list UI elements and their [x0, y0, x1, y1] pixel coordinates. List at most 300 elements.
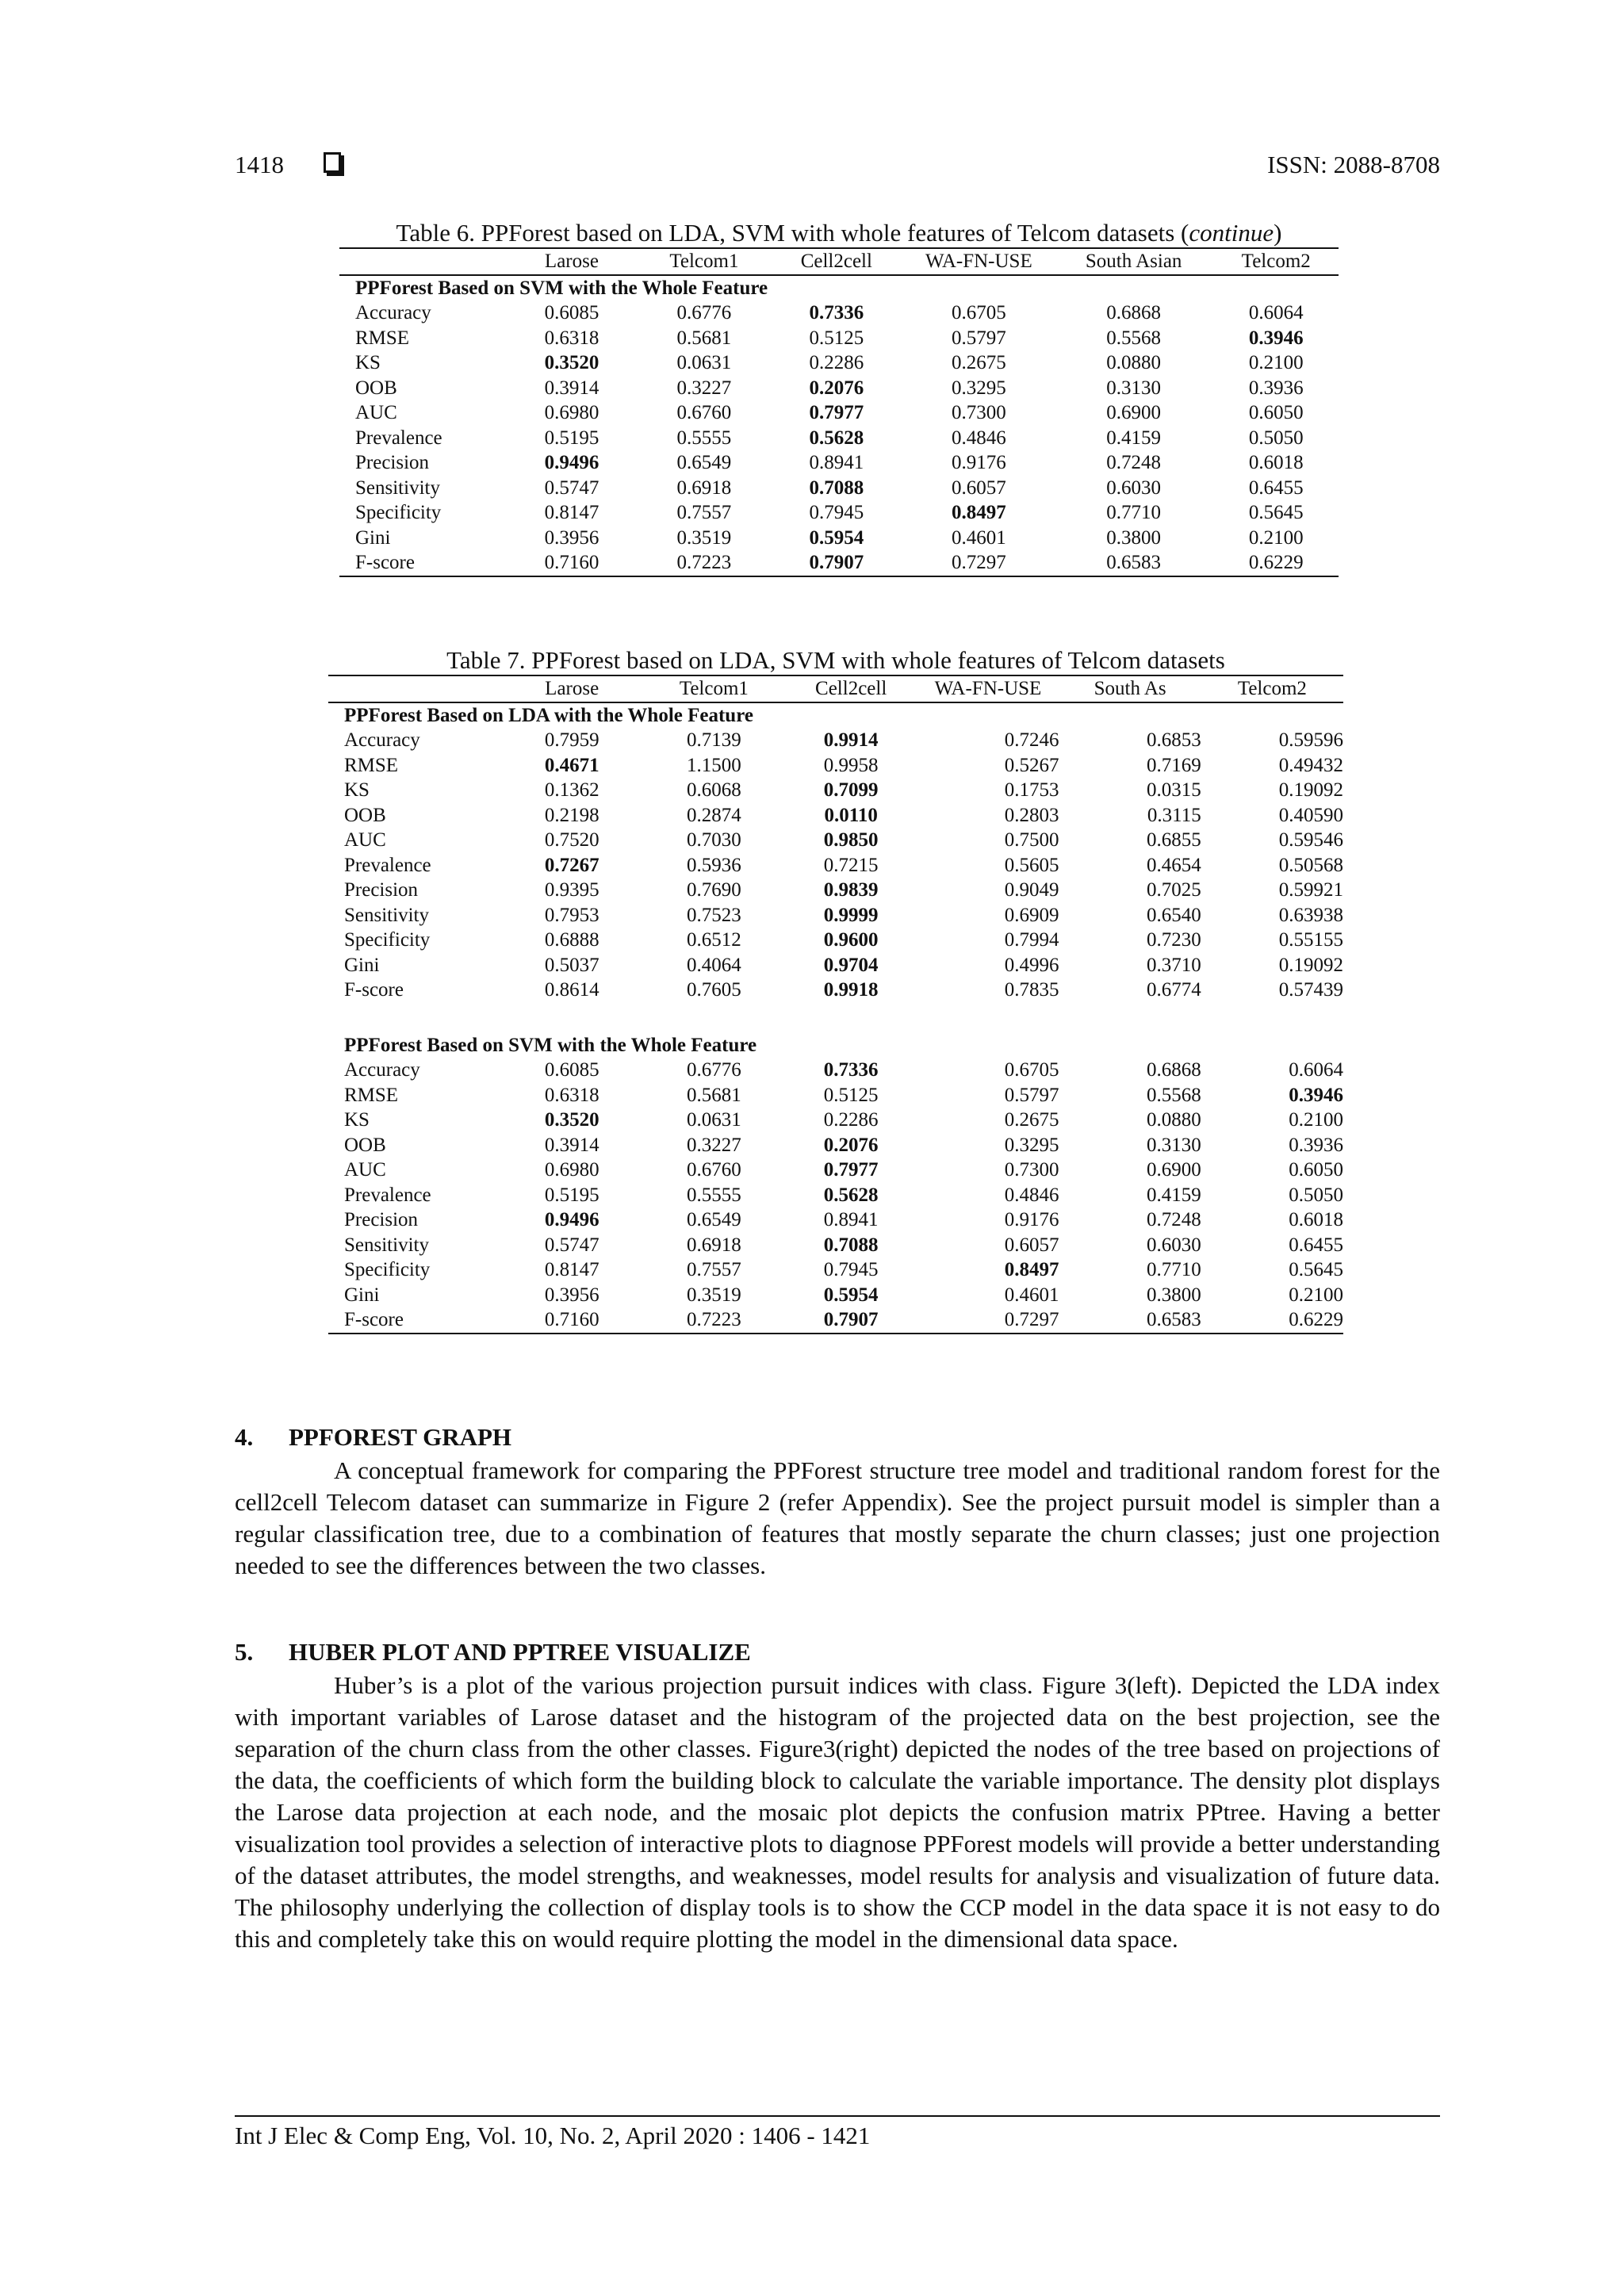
table-7-cell: 0.6980	[544, 1159, 599, 1181]
table-6-cell: 0.3800	[1106, 526, 1162, 549]
table-7-row	[328, 1307, 1343, 1334]
table-7-cell: 0.7248	[1146, 1209, 1201, 1230]
table-7-row-label: RMSE	[344, 754, 399, 776]
table-6-row	[339, 376, 1339, 401]
table-7-cell: 0.7959	[544, 729, 599, 751]
table-7-row	[328, 1058, 1343, 1083]
table-6-row	[339, 426, 1339, 451]
table-6-cell: 0.6018	[1248, 452, 1304, 473]
table-7-cell: 0.6774	[1146, 979, 1201, 1001]
table-7-cell: 0.2286	[823, 1109, 879, 1131]
table-7-row	[328, 903, 1343, 928]
page-footer	[235, 2115, 1440, 2150]
table-7-cell: 0.2198	[544, 804, 599, 826]
table-6-row	[339, 500, 1339, 526]
table-6-row	[339, 400, 1339, 426]
table-6-cell: 0.3130	[1106, 377, 1162, 399]
table-6-cell: 0.6549	[676, 452, 732, 473]
table-6-cell: 0.3295	[952, 377, 1006, 399]
table-7-column-header	[328, 675, 501, 702]
table-7-cell: 0.6853	[1146, 729, 1201, 751]
table-6-cell: 0.8147	[544, 502, 599, 523]
table-7-cell: 0.7605	[687, 979, 741, 1001]
table-6-cell: 0.5645	[1248, 502, 1304, 523]
section-5-body: Huber’s is a plot of the various projection pursuit indices with class. Figure 3(left). Depicted the LDA index with important variables of Larose dataset and the histogram of the projected data on the best projection, see the separation of the churn class from the other classes. Figure3(right) depicted the nodes of the tree based on projections of the data, the coefficients of which form the building block to calculate the variable importance. The density plot displays the Larose data projection at each node, and the mosaic plot depicts the confusion matrix PPtree. Having a better visualization tool provides a selection of interactive plots to diagnose PPForest models will provide a better understanding of the dataset attributes, the model strengths, and weaknesses, model results for analysis and visualization of future data. The philosophy underlying the collection of display tools is to show the CCP model in the data space it is not easy to do this and completely take this on would require plotting the model in the dimensional data space.	[235, 1671, 1440, 1953]
checkbox-square-icon	[324, 152, 341, 173]
table-6-cell: 0.6918	[676, 476, 732, 499]
table-7-cell: 0.7557	[687, 1259, 741, 1280]
table-7-row-label: Accuracy	[344, 729, 420, 751]
table-6-cell: 0.7160	[544, 552, 599, 573]
table-7-cell: 0.5555	[687, 1184, 741, 1206]
table-7-row	[328, 728, 1343, 753]
table-6-cell: 0.5050	[1248, 427, 1304, 449]
table-7-cell: 0.7520	[544, 829, 599, 851]
table-7-cell: 0.5267	[1004, 754, 1059, 776]
table-6-cell: 0.3914	[544, 377, 599, 399]
table-7-cell: 0.8614	[544, 979, 599, 1001]
table-6-row	[339, 326, 1339, 351]
table-6-cell: 0.5797	[952, 327, 1006, 349]
table-7-section-title: PPForest Based on LDA with the Whole Feature	[344, 704, 753, 726]
table-7-cell: 0.7835	[1004, 979, 1059, 1001]
table-6-cell: 0.3520	[544, 352, 599, 373]
table-7-section-title: PPForest Based on SVM with the Whole Feature	[344, 1034, 757, 1056]
table-6-header-row	[339, 248, 1339, 275]
section-4-body: A conceptual framework for comparing the PPForest structure tree model and traditional random forest for the cell2cell Telecom dataset can summarize in Figure 2 (refer Appendix). See the project pursuit model is simpler than a regular classification tree, due to a combination of features that mostly separate the churn classes; just one projection needed to see the differences between the two classes.	[235, 1456, 1440, 1579]
table-6-cell: 0.2076	[809, 377, 864, 399]
table-7-cell: 0.4846	[1004, 1184, 1059, 1206]
table-7-cell: 0.8147	[544, 1259, 599, 1280]
table-7-cell: 0.5747	[544, 1234, 599, 1256]
table-7-cell: 0.6918	[687, 1234, 741, 1256]
table-7-cell: 0.57439	[1278, 979, 1343, 1001]
table-7-cell: 0.4996	[1004, 954, 1059, 976]
table-7-row-label: Precision	[344, 879, 419, 901]
table-6-row-label: Precision	[355, 452, 430, 473]
table-7-row-label: Specificity	[344, 1259, 431, 1280]
table-7-cell: 0.59596	[1278, 729, 1343, 751]
table-7-cell: 0.7710	[1146, 1259, 1201, 1280]
table-7-row	[328, 1207, 1343, 1233]
table-6-cell: 0.8497	[952, 502, 1006, 523]
table-6-cell: 0.6050	[1248, 402, 1304, 423]
table-6-column-header: Larose	[544, 251, 599, 272]
table-7-cell: 0.3520	[544, 1109, 599, 1131]
table-7-cell: 0.9600	[823, 929, 879, 951]
table-6-row-label: Specificity	[355, 502, 442, 523]
table-7-row-label: AUC	[344, 829, 386, 851]
table-7-cell: 0.7088	[823, 1234, 879, 1256]
page-header	[235, 151, 1440, 190]
table-6-row	[339, 550, 1339, 576]
table-7-cell: 0.9839	[823, 879, 879, 901]
table-7-row	[328, 778, 1343, 803]
table-7-row-label: Prevalence	[344, 1184, 431, 1206]
table-6-cell: 0.5628	[809, 427, 864, 449]
table-7-row	[328, 928, 1343, 953]
table-6-cell: 0.6583	[1106, 552, 1162, 573]
table-7-cell: 0.3800	[1146, 1284, 1201, 1306]
table-6-column-header: WA-FN-USE	[925, 251, 1032, 272]
table-7-cell: 0.5936	[687, 854, 741, 876]
table-7-row-label: Specificity	[344, 929, 431, 951]
table-6-cell: 0.5195	[544, 427, 599, 449]
table-7-cell: 0.19092	[1278, 779, 1343, 801]
table-6-cell: 0.9496	[544, 452, 599, 473]
table-7-row	[328, 1257, 1343, 1283]
table-7-cell: 0.6512	[687, 929, 741, 951]
table-7-cell: 0.3227	[687, 1134, 741, 1156]
table-6-cell: 0.6318	[544, 327, 599, 349]
table-7-cell: 0.2100	[1289, 1284, 1343, 1306]
table-7-cell: 0.5797	[1004, 1084, 1059, 1106]
table-6-cell: 0.7223	[676, 552, 732, 573]
table-7-cell: 0.9999	[823, 904, 879, 926]
table-7-cell: 0.4159	[1146, 1184, 1201, 1206]
table-6-cell: 0.3519	[676, 526, 732, 549]
table-7-cell: 0.3946	[1289, 1084, 1343, 1106]
table-7-cell: 0.1362	[544, 779, 599, 801]
table-7-cell: 0.5125	[823, 1084, 879, 1106]
table-7-cell: 0.7523	[687, 904, 741, 926]
table-6-cell: 0.3946	[1248, 327, 1304, 349]
table-6	[339, 219, 1339, 577]
table-7-cell: 0.6900	[1146, 1159, 1201, 1181]
table-7-cell: 0.9958	[823, 754, 879, 776]
table-6-cell: 0.7907	[809, 552, 864, 573]
table-7-cell: 0.3519	[687, 1284, 741, 1306]
table-7-cell: 0.0110	[824, 804, 878, 826]
table-7-cell: 0.6868	[1146, 1059, 1201, 1081]
table-7-cell: 0.7030	[687, 829, 741, 851]
table-6-cell: 0.5555	[676, 427, 732, 449]
table-7-cell: 0.5568	[1146, 1084, 1201, 1106]
table-6-row	[339, 526, 1339, 551]
table-7-row-label: OOB	[344, 1134, 386, 1156]
table-6-cell: 0.6900	[1106, 402, 1162, 423]
table-6-section-title: PPForest Based on SVM with the Whole Feature	[355, 277, 768, 299]
table-7-cell: 0.6068	[687, 779, 741, 801]
table-7-cell: 0.3295	[1004, 1134, 1059, 1156]
table-7-row-label: RMSE	[344, 1084, 399, 1106]
table-7-row	[328, 1283, 1343, 1308]
table-7-cell: 0.6540	[1146, 904, 1201, 926]
table-7-spacer	[328, 1003, 1343, 1033]
table-6-row	[339, 450, 1339, 476]
table-7-row	[328, 1108, 1343, 1133]
table-7-cell: 0.9176	[1004, 1209, 1059, 1230]
table-7-cell: 0.2874	[687, 804, 741, 826]
table-6-cell: 0.5747	[544, 476, 599, 499]
table-6-row-label: Accuracy	[355, 302, 431, 323]
table-7-cell: 0.6776	[687, 1059, 741, 1081]
table-7-header-row	[328, 675, 1343, 702]
table-7-cell: 0.7500	[1004, 829, 1059, 851]
table-7-cell: 0.6583	[1146, 1309, 1201, 1330]
table-6-cell: 0.3956	[544, 526, 599, 549]
table-7-cell: 0.4654	[1146, 854, 1201, 876]
table-6-cell: 0.2100	[1248, 526, 1304, 549]
table-6-cell: 0.7336	[809, 302, 864, 323]
table-7-row-label: Prevalence	[344, 854, 431, 876]
table-7-cell: 0.2100	[1289, 1109, 1343, 1131]
table-7-cell: 0.7230	[1146, 929, 1201, 951]
table-6-cell: 0.6868	[1106, 302, 1162, 323]
table-7-cell: 0.9704	[823, 954, 879, 976]
table-7-cell: 0.6085	[544, 1059, 599, 1081]
table-7-cell: 0.9914	[823, 729, 879, 751]
table-7-cell: 0.7977	[823, 1159, 879, 1181]
table-7-cell: 0.7223	[687, 1309, 741, 1330]
table-7-cell: 0.6705	[1004, 1059, 1059, 1081]
table-7-row-label: Gini	[344, 954, 380, 976]
table-7-caption: Table 7. PPForest based on LDA, SVM with whole features of Telcom datasets	[446, 646, 1225, 674]
table-6-row-label: Gini	[355, 526, 391, 549]
table-7-row	[328, 1183, 1343, 1208]
table-7-cell: 0.9395	[544, 879, 599, 901]
table-7-cell: 0.3914	[544, 1134, 599, 1156]
table-7	[328, 646, 1343, 1334]
table-7-row-label: F-score	[344, 979, 404, 1001]
table-6-cell: 0.3936	[1248, 377, 1304, 399]
table-7-cell: 0.2675	[1004, 1109, 1059, 1131]
table-6-cell: 0.9176	[952, 452, 1006, 473]
table-7-row	[328, 1083, 1343, 1108]
table-6-row-label: F-score	[355, 552, 415, 573]
table-6-row	[339, 300, 1339, 326]
table-7-section-title-row	[328, 1033, 1343, 1058]
table-7-cell: 0.5605	[1004, 854, 1059, 876]
table-6-cell: 0.0631	[676, 352, 732, 373]
table-7-cell: 0.7300	[1004, 1159, 1059, 1181]
table-7-cell: 0.5681	[687, 1084, 741, 1106]
table-7-cell: 0.7246	[1004, 729, 1059, 751]
table-7-cell: 0.6760	[687, 1159, 741, 1181]
table-7-cell: 0.4671	[544, 754, 599, 776]
table-6-row-label: OOB	[355, 377, 397, 399]
table-7-cell: 0.5195	[544, 1184, 599, 1206]
table-7-row	[328, 853, 1343, 878]
table-6-cell: 0.5681	[676, 327, 732, 349]
table-6-row-label: KS	[355, 352, 381, 373]
table-7-row	[328, 878, 1343, 903]
table-7-row-label: Gini	[344, 1284, 380, 1306]
table-7-column-header: Telcom1	[679, 678, 749, 699]
table-6-cell: 0.6455	[1248, 476, 1304, 499]
table-7-row	[328, 1233, 1343, 1258]
table-7-cell: 0.5645	[1289, 1259, 1343, 1280]
table-7-cell: 0.8941	[823, 1209, 879, 1230]
table-7-row	[328, 803, 1343, 828]
table-7-cell: 0.8497	[1004, 1259, 1059, 1280]
table-6-row-label: Prevalence	[355, 427, 442, 449]
table-7-cell: 0.6888	[544, 929, 599, 951]
table-7-grid	[328, 675, 1343, 1334]
table-7-cell: 0.6030	[1146, 1234, 1201, 1256]
table-7-row-label: KS	[344, 779, 370, 801]
table-6-row	[339, 476, 1339, 501]
table-7-row	[328, 1158, 1343, 1183]
table-6-caption: Table 6. PPForest based on LDA, SVM with whole features of Telcom datasets (continue)	[396, 219, 1282, 247]
table-7-row	[328, 1133, 1343, 1158]
table-7-cell: 0.7215	[823, 854, 879, 876]
table-7-cell: 0.2076	[823, 1134, 879, 1156]
table-7-section-title-row	[328, 702, 1343, 729]
table-6-cell: 0.6980	[544, 402, 599, 423]
table-7-cell: 0.0880	[1146, 1109, 1201, 1131]
table-6-cell: 0.6705	[952, 302, 1006, 323]
table-7-cell: 0.6909	[1004, 904, 1059, 926]
table-7-row-label: AUC	[344, 1159, 386, 1181]
table-6-column-header	[339, 248, 504, 275]
table-7-cell: 0.7994	[1004, 929, 1059, 951]
table-7-cell: 0.1753	[1004, 779, 1059, 801]
table-7-cell: 0.3710	[1146, 954, 1201, 976]
footer-citation: Int J Elec & Comp Eng, Vol. 10, No. 2, April 2020 : 1406 - 1421	[235, 2122, 871, 2149]
table-7-cell: 0.9049	[1004, 879, 1059, 901]
table-7-cell: 0.7945	[823, 1259, 879, 1280]
page-number: 1418	[235, 151, 284, 178]
table-7-row-label: OOB	[344, 804, 386, 826]
table-6-column-header: South Asian	[1085, 251, 1182, 272]
table-6-cell: 0.8941	[809, 452, 864, 473]
table-7-cell: 0.9850	[823, 829, 879, 851]
table-7-row-label: KS	[344, 1109, 370, 1131]
table-6-cell: 0.3227	[676, 377, 732, 399]
table-7-cell: 0.5954	[823, 1284, 879, 1306]
table-6-cell: 0.0880	[1106, 352, 1162, 373]
table-6-column-header: Cell2cell	[800, 251, 872, 272]
table-7-cell: 0.6064	[1289, 1059, 1343, 1081]
table-6-cell: 0.4846	[952, 427, 1006, 449]
table-7-column-header: Larose	[545, 678, 599, 699]
table-6-column-header: Telcom2	[1241, 251, 1311, 272]
table-7-row-label: Precision	[344, 1209, 419, 1230]
table-6-cell: 0.6229	[1248, 552, 1304, 573]
table-7-cell: 0.7139	[687, 729, 741, 751]
table-6-cell: 0.7977	[809, 402, 864, 423]
table-6-cell: 0.7710	[1106, 502, 1162, 523]
table-7-cell: 0.9918	[823, 979, 879, 1001]
table-7-row-label: Sensitivity	[344, 1234, 429, 1256]
table-7-cell: 0.7169	[1146, 754, 1201, 776]
table-7-cell: 0.7690	[687, 879, 741, 901]
table-7-cell: 0.3115	[1147, 804, 1201, 826]
table-7-cell: 0.2803	[1004, 804, 1059, 826]
table-7-cell: 0.5050	[1289, 1184, 1343, 1206]
table-7-cell: 0.4064	[687, 954, 741, 976]
table-6-cell: 0.6085	[544, 302, 599, 323]
table-6-cell: 0.7248	[1106, 452, 1162, 473]
table-6-cell: 0.6760	[676, 402, 732, 423]
table-7-row-label: Sensitivity	[344, 904, 429, 926]
table-7-cell: 0.7953	[544, 904, 599, 926]
table-6-cell: 0.4159	[1106, 427, 1162, 449]
table-6-cell: 0.2675	[952, 352, 1006, 373]
table-7-cell: 0.7099	[823, 779, 879, 801]
section-4-heading: 4. PPFOREST GRAPH	[235, 1423, 512, 1451]
table-7-cell: 0.0631	[687, 1109, 741, 1131]
table-7-cell: 0.49432	[1278, 754, 1343, 776]
table-7-cell: 0.7336	[823, 1059, 879, 1081]
table-6-cell: 0.7557	[676, 502, 732, 523]
section-5-heading: 5. HUBER PLOT AND PPTREE VISUALIZE	[235, 1638, 751, 1666]
table-7-row	[328, 953, 1343, 978]
table-7-cell: 0.50568	[1278, 854, 1343, 876]
table-7-cell: 0.40590	[1278, 804, 1343, 826]
table-6-cell: 0.5954	[809, 526, 864, 549]
table-6-cell: 0.5568	[1106, 327, 1162, 349]
table-7-cell: 0.3130	[1146, 1134, 1201, 1156]
table-7-cell: 0.7160	[544, 1309, 599, 1330]
table-7-cell: 0.19092	[1278, 954, 1343, 976]
table-7-cell: 0.59546	[1278, 829, 1343, 851]
table-6-column-header: Telcom1	[669, 251, 739, 272]
table-7-cell: 0.59921	[1278, 879, 1343, 901]
table-6-row-label: Sensitivity	[355, 476, 440, 499]
table-7-cell: 0.6018	[1289, 1209, 1343, 1230]
table-7-cell: 0.3936	[1289, 1134, 1343, 1156]
table-7-column-header: South As	[1094, 678, 1166, 699]
table-6-cell: 0.6776	[676, 302, 732, 323]
table-6-cell: 0.6064	[1248, 302, 1304, 323]
table-6-cell: 0.7297	[952, 552, 1006, 573]
table-7-cell: 0.4601	[1004, 1284, 1059, 1306]
table-7-cell: 0.6455	[1289, 1234, 1343, 1256]
table-6-cell: 0.2100	[1248, 352, 1304, 373]
table-7-cell: 0.6549	[687, 1209, 741, 1230]
table-7-cell: 0.55155	[1278, 929, 1343, 951]
issn: ISSN: 2088-8708	[1267, 151, 1440, 178]
table-7-cell: 0.6855	[1146, 829, 1201, 851]
table-7-cell: 0.5037	[544, 954, 599, 976]
table-6-row	[339, 350, 1339, 376]
table-7-row	[328, 753, 1343, 779]
table-7-cell: 0.9496	[544, 1209, 599, 1230]
table-7-cell: 0.7267	[544, 854, 599, 876]
table-7-cell: 1.1500	[687, 754, 741, 776]
table-6-row-label: RMSE	[355, 327, 410, 349]
table-7-cell: 0.6318	[544, 1084, 599, 1106]
table-7-spacer-row	[328, 1003, 1343, 1033]
table-7-cell: 0.0315	[1146, 779, 1201, 801]
table-7-cell: 0.7025	[1146, 879, 1201, 901]
table-7-cell: 0.6057	[1004, 1234, 1059, 1256]
table-7-cell: 0.63938	[1278, 904, 1343, 926]
table-7-row	[328, 828, 1343, 853]
table-7-cell: 0.7297	[1004, 1309, 1059, 1330]
table-6-cell: 0.7300	[952, 402, 1006, 423]
table-7-cell: 0.6229	[1289, 1309, 1343, 1330]
table-6-cell: 0.2286	[809, 352, 864, 373]
table-7-column-header: Telcom2	[1237, 678, 1307, 699]
table-7-row-label: Accuracy	[344, 1059, 420, 1081]
table-6-cell: 0.6057	[952, 476, 1006, 499]
table-7-cell: 0.7907	[823, 1309, 879, 1330]
table-7-column-header: WA-FN-USE	[934, 678, 1042, 699]
table-7-cell: 0.5628	[823, 1184, 879, 1206]
table-6-grid	[339, 247, 1339, 577]
table-6-cell: 0.7945	[809, 502, 864, 523]
table-6-row-label: AUC	[355, 402, 397, 423]
table-7-column-header: Cell2cell	[815, 678, 887, 699]
table-6-cell: 0.5125	[809, 327, 864, 349]
table-6-cell: 0.6030	[1106, 476, 1162, 499]
table-6-cell: 0.4601	[952, 526, 1006, 549]
table-6-cell: 0.7088	[809, 476, 864, 499]
table-6-section-title-row	[339, 275, 1339, 301]
